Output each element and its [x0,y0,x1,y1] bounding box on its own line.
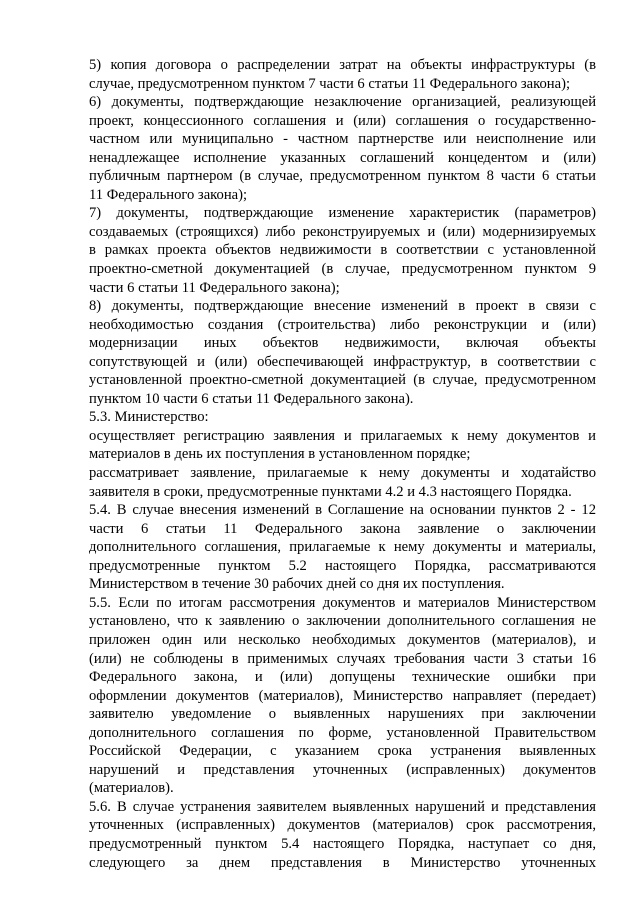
text-line: Федерального закона, и (или) допущены технические ошибки при [89,669,596,686]
text-line: рассматривает заявление, прилагаемые к нему документы и ходатайство [89,465,596,482]
text-line: уточненных (исправленных) документов (материалов) срок рассмотрения, [89,817,596,834]
text-line: пунктом 10 части 6 статьи 11 Федерального закона). [89,390,414,407]
text-line: модернизации иных объектов недвижимости, включая объекты [89,335,596,352]
text-line: осуществляет регистрацию заявления и прилагаемых к нему документов и [89,427,596,444]
text-line: необходимостью создания (строительства) либо реконструкции и (или) [89,316,596,333]
text-line: предусмотренные пунктом 5.2 настоящего Порядка, рассматриваются [89,557,596,574]
text-line: следующего за днем представления в Министерство уточненных [89,854,596,871]
text-line: 6) документы, подтверждающие незаключение организацией, реализующей [89,94,596,111]
text-line: приложен один или несколько необходимых документов (материалов), и [89,631,596,648]
text-line: части 6 статьи 11 Федерального закона заявление о заключении [89,520,596,537]
text-line: заявителя в сроки, предусмотренные пунктами 4.2 и 4.3 настоящего Порядка. [89,483,572,500]
text-line: ненадлежащее исполнение указанных соглашений концедентом и (или) [89,149,596,166]
text-line: 7) документы, подтверждающие изменение характеристик (параметров) [89,205,596,222]
text-line: предусмотренный пунктом 5.4 настоящего Порядка, наступает со дня, [89,835,596,852]
text-line: публичным партнером (в случае, предусмотренном пунктом 8 части 6 статьи [89,168,596,185]
text-line: части 6 статьи 11 Федерального закона); [89,279,340,296]
text-line: частном или муниципально - частном партнерстве или неисполнение или [89,131,596,148]
text-line: (материалов). [89,780,174,797]
text-line: оформлении документов (материалов), Министерство направляет (передает) [89,687,596,704]
text-line: сопутствующей и (или) обеспечивающей инфраструктур, в соответствии с [89,353,596,370]
text-line: проектно-сметной документацией (в случае, предусмотренном пунктом 9 [89,261,596,278]
text-line: 8) документы, подтверждающие внесение изменений в проект в связи с [89,298,596,315]
text-line: Российской Федерации, с указанием срока устранения выявленных [89,743,596,760]
text-line: 5.6. В случае устранения заявителем выявленных нарушений и представления [89,798,596,815]
text-line: 11 Федерального закона); [89,186,248,203]
text-line: в рамках проекта объектов недвижимости в соответствии с установленной [89,242,596,259]
text-line: 5.4. В случае внесения изменений в Соглашение на основании пунктов 2 - 12 [89,502,596,519]
text-line: установленной проектно-сметной документацией (в случае, предусмотренном [89,372,596,389]
text-line: заявителю уведомление о выявленных нарушениях при заключении [89,706,596,723]
text-line: случае, предусмотренном пунктом 7 части 6 статьи 11 Федерального закона); [89,75,571,92]
text-line: 5) копия договора о распределении затрат на объекты инфраструктуры (в [89,57,596,73]
text-line: установлено, что к заявлению о заключении дополнительного соглашения не [89,613,596,630]
text-line: дополнительного соглашения по форме, установленной Правительством [89,724,596,741]
text-line: материалов в день их поступления в установленном порядке; [89,446,471,463]
text-line: нарушений и представления уточненных (исправленных) документов [89,761,596,778]
text-line: 5.3. Министерство: [89,409,209,426]
document-body [89,56,596,872]
text-line: 5.5. Если по итогам рассмотрения документов и материалов Министерством [89,594,596,611]
text-line: проект, концессионного соглашения и (или) соглашения о государственно- [89,112,596,129]
text-line: создаваемых (строящихся) либо реконструируемых и (или) модернизируемых [89,223,596,240]
text-line: (или) не соблюдены в применимых случаях требования части 3 статьи 16 [89,650,596,667]
text-line: дополнительного соглашения, прилагаемые к нему документы и материалы, [89,539,596,556]
text-line: Министерством в течение 30 рабочих дней со дня их поступления. [89,576,505,593]
